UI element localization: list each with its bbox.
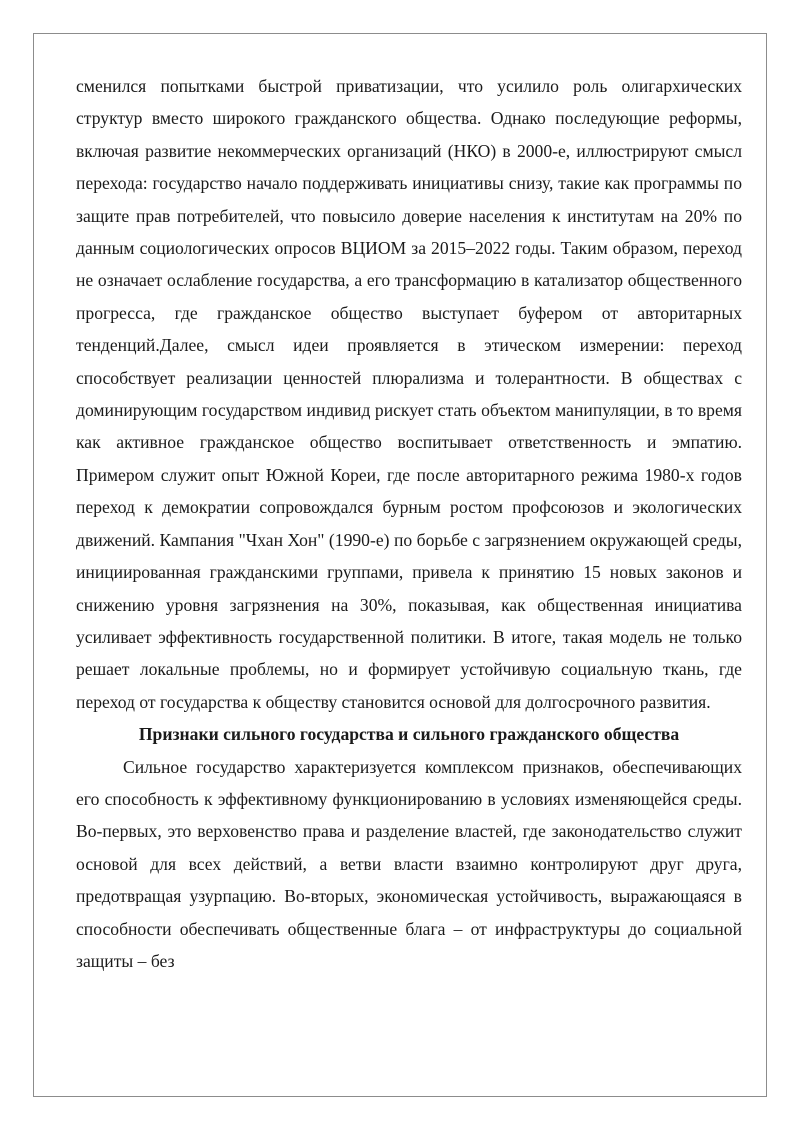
body-paragraph: сменился попытками быстрой приватизации, что усилило роль олигархических структур вместо широкого гражданского общества. Однако последующие реформы, включая развитие некоммерческих организаций (НКО) в 2000-е, иллюстрируют смысл перехода: государство начало поддерживать инициативы снизу, такие как программы по защите прав потребителей, что повысило доверие населения к институтам на 20% по данным социологических опросов ВЦИОМ за 2015–2022 годы. Таким образом, переход не означает ослабление государства, а его трансформацию в катализатор общественного прогресса, где гражданское общество выступает буфером от авторитарных тенденций.Далее, смысл идеи проявляется в этическом измерении: переход способствует реализации ценностей плюрализма и толерантности. В обществах с доминирующим государством индивид рискует стать объектом манипуляции, в то время как активное гражданское общество воспитывает ответственность и эмпатию. Примером служит опыт Южной Кореи, где после авторитарного режима 1980-х годов переход к демократии сопровождался бурным ростом профсоюзов и экологических движений. Кампания "Чхан Хон" (1990-е) по борьбе с загрязнением окружающей среды, инициированная гражданскими группами, привела к принятию 15 новых законов и снижению уровня загрязнения на 30%, показывая, как общественная инициатива усиливает эффективность государственной политики. В итоге, такая модель не только решает локальные проблемы, но и формирует устойчивую социальную ткань, где переход от государства к обществу становится основой для долгосрочного развития.: [76, 76, 742, 712]
document-body: [76, 70, 742, 977]
body-paragraph: Сильное государство характеризуется комплексом признаков, обеспечивающих его способность к эффективному функционированию в условиях изменяющейся среды. Во-первых, это верховенство права и разделение властей, где законодательство служит основой для всех действий, а ветви власти взаимно контролируют друг друга, предотвращая узурпацию. Во-вторых, экономическая устойчивость, выражающаяся в способности обеспечивать общественные блага – от инфраструктуры до социальной защиты – без: [76, 756, 742, 971]
section-heading: Признаки сильного государства и сильного гражданского общества: [138, 724, 680, 745]
